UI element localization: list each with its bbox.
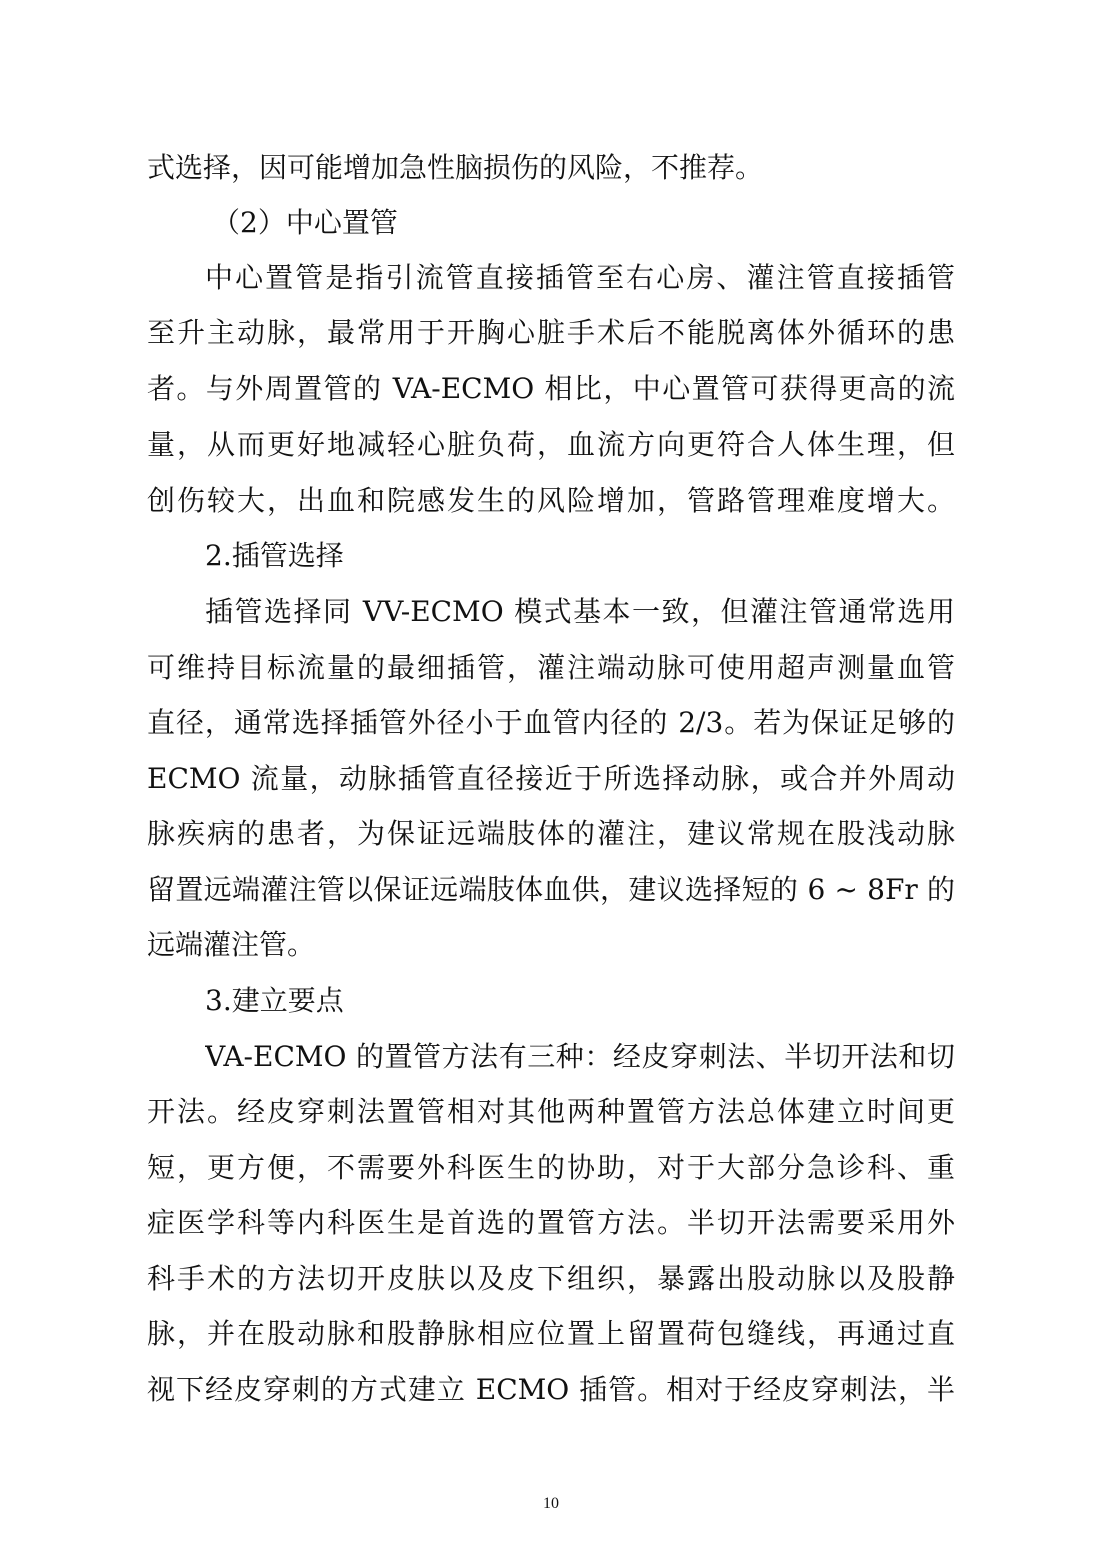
text-line-11: 直径，通常选择插管外径小于血管内径的 2/3。若为保证足够的 — [147, 706, 955, 739]
text-line-17: VA-ECMO 的置管方法有三种：经皮穿刺法、半切开法和切 — [205, 1040, 955, 1073]
text-line-19: 短，更方便，不需要外科医生的协助，对于大部分急诊科、重 — [147, 1151, 955, 1184]
section-heading-central-cannulation: （2）中心置管 — [212, 206, 398, 239]
text-line-12: ECMO 流量，动脉插管直径接近于所选择动脉，或合并外周动 — [147, 762, 955, 795]
text-line-22: 脉，并在股动脉和股静脉相应位置上留置荷包缝线，再通过直 — [147, 1317, 955, 1350]
text-line-1: 式选择，因可能增加急性脑损伤的风险，不推荐。 — [147, 151, 764, 184]
text-line-4: 至升主动脉，最常用于开胸心脏手术后不能脱离体外循环的患 — [147, 316, 955, 349]
text-line-20: 症医学科等内科医生是首选的置管方法。半切开法需要采用外 — [147, 1206, 955, 1239]
text-line-10: 可维持目标流量的最细插管，灌注端动脉可使用超声测量血管 — [147, 651, 955, 684]
text-line-21: 科手术的方法切开皮肤以及皮下组织，暴露出股动脉以及股静 — [147, 1262, 955, 1295]
section-heading-setup-points: 3.建立要点 — [205, 984, 344, 1017]
section-heading-cannula-selection: 2.插管选择 — [205, 539, 344, 572]
text-line-6: 量，从而更好地减轻心脏负荷，血流方向更符合人体生理，但 — [147, 428, 955, 461]
text-line-14: 留置远端灌注管以保证远端肢体血供，建议选择短的 6 ~ 8Fr 的 — [147, 873, 955, 906]
text-line-15: 远端灌注管。 — [147, 928, 316, 961]
text-line-3: 中心置管是指引流管直接插管至右心房、灌注管直接插管 — [205, 261, 955, 294]
text-line-13: 脉疾病的患者，为保证远端肢体的灌注，建议常规在股浅动脉 — [147, 817, 955, 850]
text-line-5: 者。与外周置管的 VA-ECMO 相比，中心置管可获得更高的流 — [147, 372, 955, 405]
text-line-9: 插管选择同 VV-ECMO 模式基本一致，但灌注管通常选用 — [205, 595, 955, 628]
page-number: 10 — [543, 1495, 559, 1512]
text-line-18: 开法。经皮穿刺法置管相对其他两种置管方法总体建立时间更 — [147, 1095, 955, 1128]
text-line-23: 视下经皮穿刺的方式建立 ECMO 插管。相对于经皮穿刺法，半 — [147, 1373, 955, 1406]
text-line-7: 创伤较大，出血和院感发生的风险增加，管路管理难度增大。 — [147, 484, 955, 517]
